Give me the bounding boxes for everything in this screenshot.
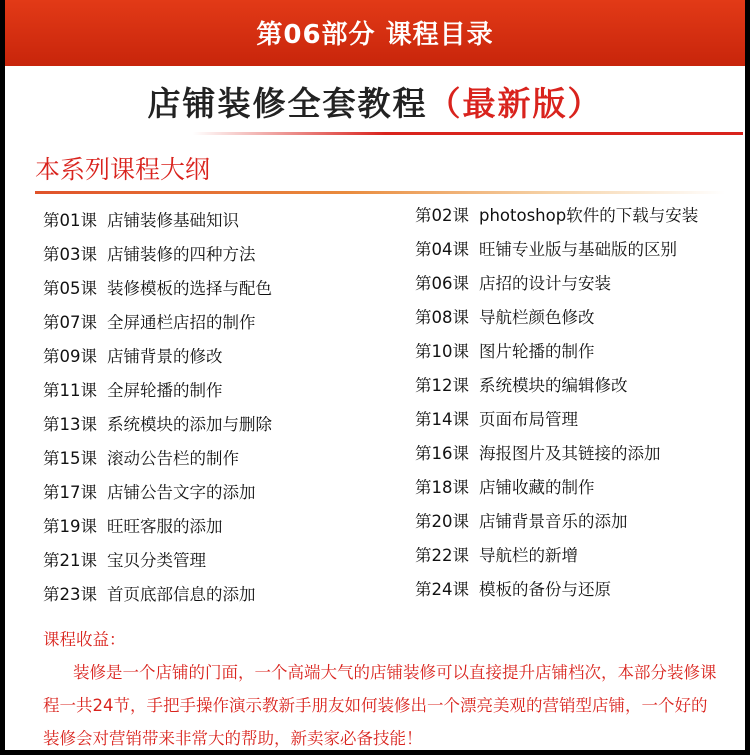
lesson-item <box>415 440 661 464</box>
lesson-number: 第05课 <box>43 279 97 298</box>
lesson-item <box>43 309 256 333</box>
lesson-number: 第24课 <box>415 580 469 599</box>
lesson-item <box>43 241 256 265</box>
lesson-number: 第12课 <box>415 376 469 395</box>
lesson-title: 店铺收藏的制作 <box>479 478 595 497</box>
outline-title: 本系列课程大纲 <box>35 155 211 184</box>
lesson-title: 旺旺客服的添加 <box>107 517 223 536</box>
lesson-title: 首页底部信息的添加 <box>107 585 256 604</box>
lesson-title: 店铺背景音乐的添加 <box>479 512 628 531</box>
lesson-title: 导航栏颜色修改 <box>479 308 595 327</box>
lesson-item <box>415 474 595 498</box>
lesson-number: 第04课 <box>415 240 469 259</box>
lesson-item <box>415 542 578 566</box>
lesson-number: 第19课 <box>43 517 97 536</box>
lesson-item <box>43 581 256 605</box>
lesson-title: 全屏通栏店招的制作 <box>107 313 256 332</box>
lesson-title: 宝贝分类管理 <box>107 551 206 570</box>
lesson-title: 图片轮播的制作 <box>479 342 595 361</box>
lesson-number: 第08课 <box>415 308 469 327</box>
benefits-text: 装修是一个店铺的门面，一个高端大气的店铺装修可以直接提升店铺档次，本部分装修课程一共24节，手把手操作演示教新手朋友如何装修出一个漂亮美观的营销型店铺，一个好的装修会对营销带来非常大的帮助，新卖家必备技能！ <box>43 663 717 748</box>
course-subtitle <box>5 78 745 132</box>
lesson-title: 模板的备份与还原 <box>479 580 611 599</box>
lesson-item <box>415 338 595 362</box>
lesson-title: 店铺公告文字的添加 <box>107 483 256 502</box>
header-banner <box>5 0 745 66</box>
lesson-title: 全屏轮播的制作 <box>107 381 223 400</box>
lesson-item <box>43 275 272 299</box>
lesson-item <box>43 513 223 537</box>
lesson-item <box>415 372 628 396</box>
lesson-number: 第02课 <box>415 206 469 225</box>
lesson-title: 海报图片及其链接的添加 <box>479 444 661 463</box>
lesson-number: 第11课 <box>43 381 97 400</box>
lesson-item <box>43 343 223 367</box>
lesson-number: 第09课 <box>43 347 97 366</box>
lesson-number: 第03课 <box>43 245 97 264</box>
lesson-number: 第06课 <box>415 274 469 293</box>
lesson-item <box>415 576 611 600</box>
lesson-item <box>415 406 578 430</box>
lesson-item <box>415 270 611 294</box>
lesson-title: 旺铺专业版与基础版的区别 <box>479 240 677 259</box>
lesson-title: photoshop软件的下载与安装 <box>479 206 699 225</box>
lesson-title: 店铺装修基础知识 <box>107 211 239 230</box>
lesson-title: 系统模块的编辑修改 <box>479 376 628 395</box>
lesson-number: 第15课 <box>43 449 97 468</box>
lesson-title: 店铺装修的四种方法 <box>107 245 256 264</box>
lesson-title: 店招的设计与安装 <box>479 274 611 293</box>
lesson-item <box>43 207 239 231</box>
lesson-title: 装修模板的选择与配色 <box>107 279 272 298</box>
lesson-title: 滚动公告栏的制作 <box>107 449 239 468</box>
lesson-number: 第18课 <box>415 478 469 497</box>
lesson-item <box>43 445 239 469</box>
lesson-item <box>43 377 223 401</box>
lesson-title: 页面布局管理 <box>479 410 578 429</box>
lesson-number: 第20课 <box>415 512 469 531</box>
subtitle-highlight: （最新版） <box>427 84 603 123</box>
outline-underline <box>35 191 725 194</box>
lesson-item <box>415 508 628 532</box>
lesson-title: 店铺背景的修改 <box>107 347 223 366</box>
lesson-item <box>415 236 677 260</box>
subtitle-main: 店铺装修全套教程 <box>147 84 428 123</box>
course-page <box>5 0 745 750</box>
lesson-number: 第13课 <box>43 415 97 434</box>
lesson-item <box>43 479 256 503</box>
lesson-number: 第17课 <box>43 483 97 502</box>
subtitle-underline <box>193 132 743 135</box>
lesson-number: 第01课 <box>43 211 97 230</box>
lesson-number: 第14课 <box>415 410 469 429</box>
lesson-title: 系统模块的添加与删除 <box>107 415 272 434</box>
lesson-number: 第07课 <box>43 313 97 332</box>
benefits-label: 课程收益： <box>43 630 126 649</box>
header-title: 第06部分 课程目录 <box>256 20 494 50</box>
lesson-number: 第10课 <box>415 342 469 361</box>
lesson-item <box>43 547 206 571</box>
lesson-number: 第21课 <box>43 551 97 570</box>
lesson-item <box>415 202 698 226</box>
lesson-number: 第22课 <box>415 546 469 565</box>
lesson-number: 第23课 <box>43 585 97 604</box>
lesson-number: 第16课 <box>415 444 469 463</box>
lesson-item <box>415 304 595 328</box>
lesson-title: 导航栏的新增 <box>479 546 578 565</box>
lesson-item <box>43 411 272 435</box>
